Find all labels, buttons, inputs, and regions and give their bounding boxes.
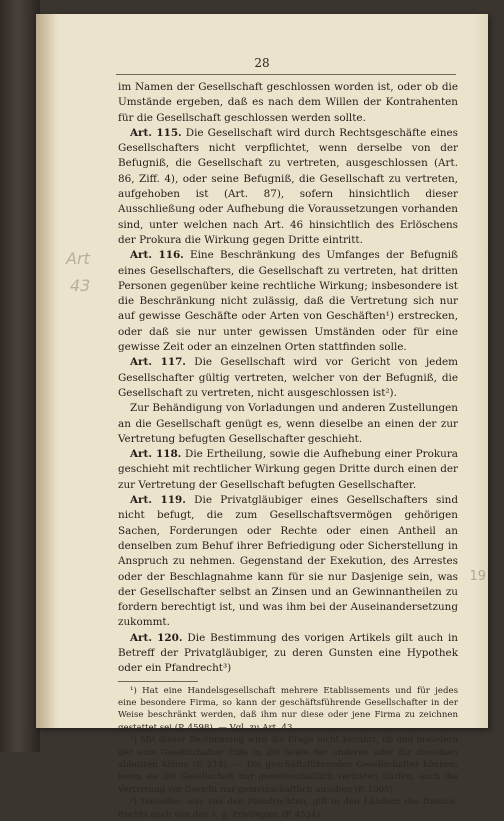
article-120: [118, 631, 458, 677]
footnote-3: ³) Dasselbe, was von den Pfandrechten, gilt in den Ländern des französ. Rechts auch von den s. g. Privilegien (P. 4524).: [118, 797, 458, 820]
article-label: Art. 120.: [130, 631, 183, 644]
article-text: Die Gesellschaft wird durch Rechtsgeschäfte eines Gesellschafters nicht verpflichtet, wenn derselbe von der Befugniß, die Gesellschaft zu vertreten, ausgeschlossen (Art. 86, Ziff. 4), oder seine Befugniß, die Gesellschaft zu vertreten, aufgehoben ist (Art. 87), sofern hinsichtlich dieser Ausschließung oder Aufhebung die Voraussetzungen vorhanden sind, unter welchen nach Art. 46 hinsichtlich des Erlöschens der Prokura die Wirkung gegen Dritte eintritt.: [118, 126, 458, 246]
article-label: Art. 117.: [130, 356, 186, 369]
page-body: [118, 80, 458, 821]
article-117: [118, 355, 458, 401]
page-edge: [474, 14, 488, 728]
pencil-note-art: Art: [66, 249, 90, 268]
article-text: Die Bestimmung des vorigen Artikels gilt auch in Betreff der Privatgläubiger, zu deren Gunsten eine Hypothek oder ein Pfandrecht³): [118, 631, 458, 675]
article-115: [118, 126, 458, 248]
page-number: 28: [254, 56, 270, 70]
article-118: [118, 447, 458, 493]
footnote-1: ¹) Hat eine Handelsgesellschaft mehrere Etablissements und für jedes eine besondere Firma, so kann der geschäftsführende Gesellschafter in der Weise beschränkt werden, daß ihm nur diese oder jene Firma zu zeichnen gestattet sei (P. 4598). — Vgl. zu Art. 43.: [118, 685, 458, 733]
page-gutter: [36, 14, 58, 728]
footnote-2: ²) Mit dieser Bestimmung wird die Frage nicht berührt, ob und inwiefern der eine Gesellschafter Eide in die Seele der anderen oder für dieselben ableisten könne (P. 215). — Die geschäftsführenden Gesellschafter können, wenn sie die Gesellschaft nur gemeinschaftlich vertreten dürfen, auch die Vertretung vor Gericht nur gemeinschaftlich ausüben (P. 1005).: [118, 735, 458, 795]
article-119: [118, 493, 458, 631]
book-spine: [0, 0, 40, 752]
article-text: Die Ertheilung, sowie die Aufhebung einer Prokura geschieht mit rechtlicher Wirkung gegen Dritte durch einen der zur Vertretung der Gesellschaft befugten Gesellschafter.: [118, 448, 458, 491]
paragraph-117-service: Zur Behändigung von Vorladungen und anderen Zustellungen an die Gesellschaft genügt es, wenn dieselbe an einen der zur Vertretung befugten Gesellschafter geschieht.: [118, 402, 458, 445]
book-page: [36, 14, 488, 820]
article-text: Die Gesellschaft wird vor Gericht von jedem Gesellschafter gültig vertreten, welcher von der Befugniß, die Gesellschaft zu vertreten, nicht ausgeschlossen ist²).: [118, 356, 458, 399]
article-116: [118, 248, 458, 355]
header-rule: [116, 74, 456, 75]
footnote-rule: [118, 681, 198, 682]
article-text: Die Privatgläubiger eines Gesellschafters sind nicht befugt, die zum Gesellschaftsvermögen gehörigen Sachen, Forderungen oder Rechte oder einen Antheil an denselben zum Behuf ihrer Befriedigung oder Sicherstellung in Anspruch zu nehmen. Gegenstand der Exekution, des Arrestes oder der Beschlagnahme kann für sie nur Dasjenige sein, was der Gesellschafter selbst an Zinsen und an Gewinnantheilen zu fordern berechtigt ist, und was ihm bei der Auseinandersetzung zukommt.: [118, 494, 458, 629]
article-label: Art. 116.: [130, 249, 184, 262]
right-margin-note: 19: [469, 569, 486, 584]
article-text: Eine Beschränkung des Umfanges der Befugniß eines Gesellschafters, die Gesellschaft zu vertreten, hat dritten Personen gegenüber keine rechtliche Wirkung; insbesondere ist die Beschränkung nicht zulässig, daß die Vertretung sich nur auf gewisse Geschäfte oder Arten von Geschäften¹) erstrecken, oder daß sie nur unter gewissen Umständen oder für eine gewisse Zeit oder an einzelnen Orten stattfinden solle.: [118, 249, 458, 354]
pencil-note-number: 43: [70, 276, 91, 295]
article-label: Art. 118.: [130, 448, 182, 461]
article-label: Art. 119.: [130, 494, 186, 507]
paragraph-intro: im Namen der Gesellschaft geschlossen worden ist, oder ob die Umstände ergeben, daß es nach dem Willen der Kontrahenten für die Gesellschaft geschlossen werden sollte.: [118, 81, 458, 124]
footnotes: [118, 685, 458, 821]
article-label: Art. 115.: [130, 126, 182, 139]
